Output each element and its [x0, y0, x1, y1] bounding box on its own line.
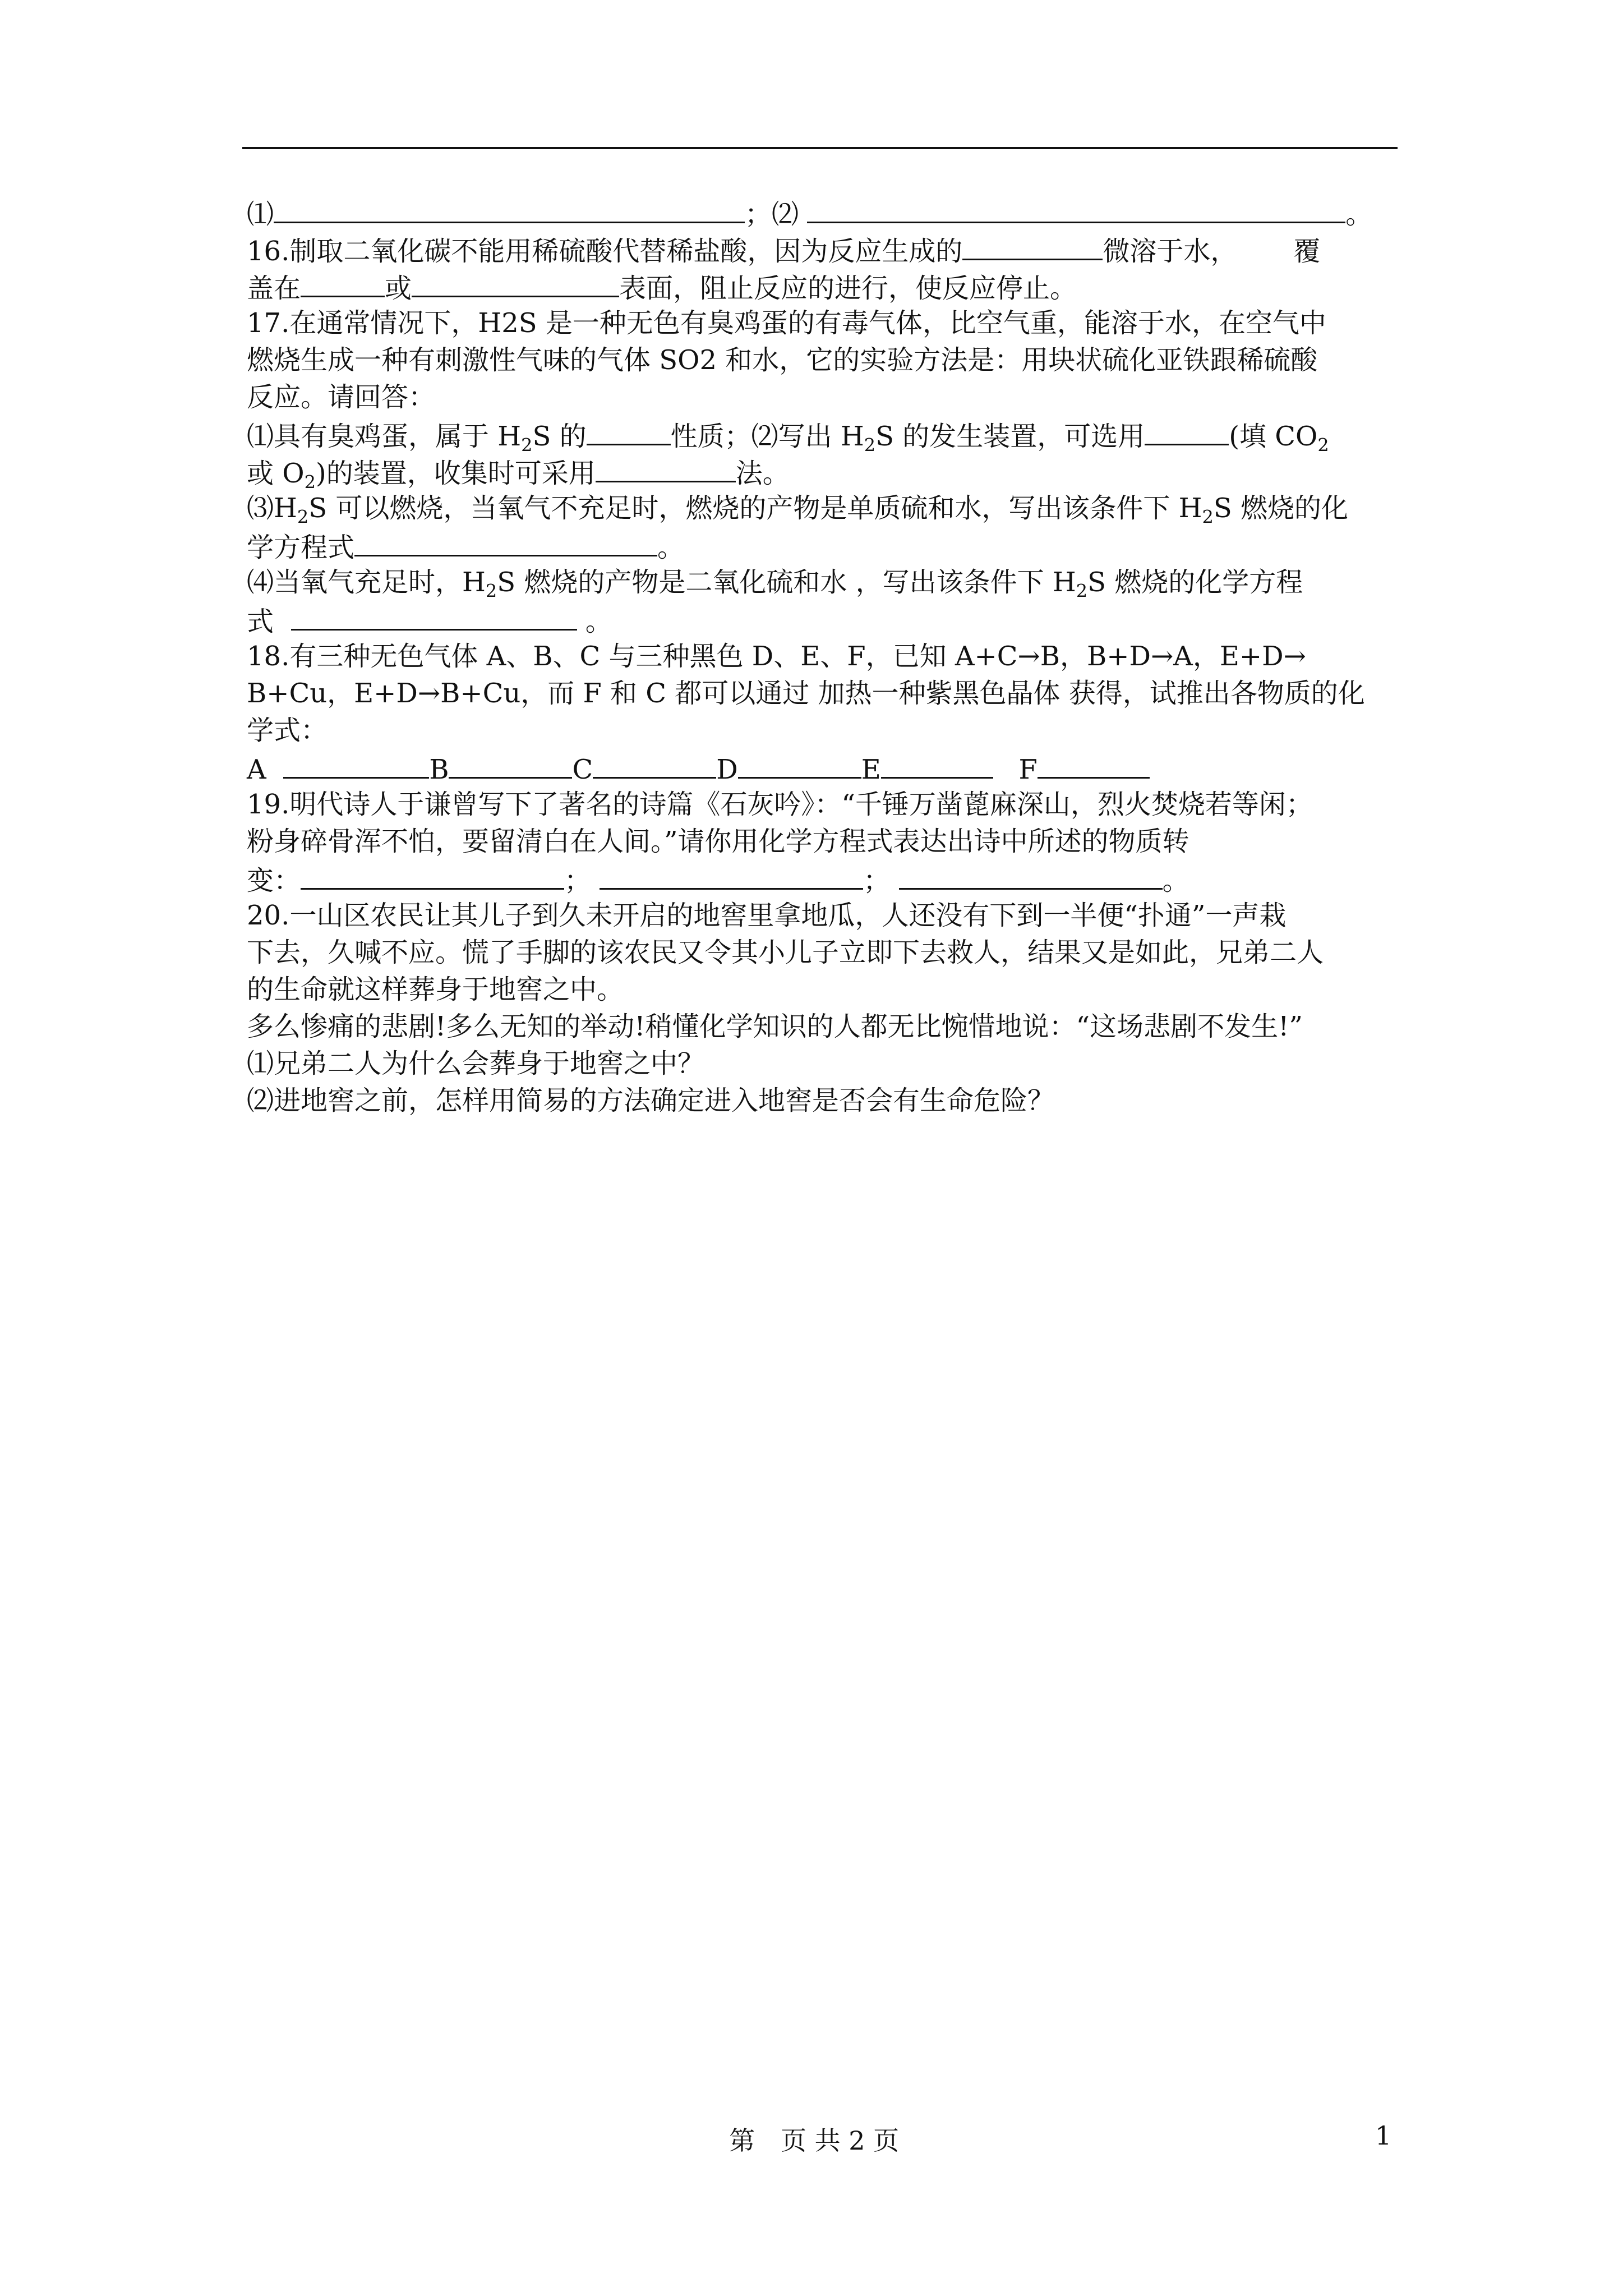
subscript-2: 2	[1202, 506, 1214, 528]
q20-line-1: 20.一山区农民让其儿子到久未开启的地窖里拿地瓜，人还没有下到一半便“扑通”一声栽	[247, 900, 1287, 931]
q17-s1-text-e: (填 CO	[1229, 421, 1318, 452]
q17-s2-text-c: 法。	[735, 458, 790, 489]
q18-blank-c[interactable]	[593, 749, 716, 779]
q15-blank-1[interactable]	[274, 194, 745, 223]
page-number: 1	[1375, 2120, 1392, 2151]
subscript-2: 2	[864, 434, 876, 456]
q18-label-f: F	[1018, 754, 1038, 785]
subscript-2: 2	[521, 434, 533, 456]
q19-text-a: 变：	[247, 865, 301, 896]
q16-line-2	[247, 268, 1402, 305]
q18-line-2: B+Cu，E+D→B+Cu，而 F 和 C 都可以通过 加热一种紫黑色晶体 获得，试推出各物质的化	[247, 678, 1365, 709]
q19-line-1: 19.明代诗人于谦曾写下了著名的诗篇《石灰吟》：“千锤万凿蓖麻深山，烈火焚烧若等闲；	[247, 789, 1313, 820]
q20-line-5: ⑴兄弟二人为什么会葬身于地窖之中？	[247, 1048, 705, 1079]
q17-line-1: 17.在通常情况下，H2S 是一种无色有臭鸡蛋的有毒气体，比空气重，能溶于水，在空气中	[247, 307, 1326, 339]
q17-s2-text-b: )的装置，收集时可采用	[315, 458, 596, 489]
q17-s4-text-d: 式	[247, 606, 274, 637]
subscript-2: 2	[1076, 580, 1088, 602]
q16-blank-2[interactable]	[301, 268, 385, 297]
q18-label-b: B	[429, 754, 449, 785]
q20-line-2: 下去，久喊不应。慌了手脚的该农民又令其小儿子立即下去救人，结果又是如此，兄弟二人	[247, 937, 1324, 968]
q16-line-1	[247, 231, 1402, 268]
q16-text-c: 覆	[1293, 236, 1321, 267]
q15-blank-2[interactable]	[807, 194, 1345, 223]
q17-sub3-line-2	[247, 527, 1402, 564]
q17-s4-text-a: ⑷当氧气充足时，H	[247, 567, 486, 598]
q18-blank-f[interactable]	[1038, 749, 1150, 779]
q17-s4-text-e: 。	[585, 606, 612, 637]
q15-label-1: ⑴	[247, 199, 274, 230]
q16-text-e: 或	[385, 273, 412, 304]
q17-s3-text-d: 学方程式	[247, 532, 355, 563]
q18-label-e: E	[861, 754, 881, 785]
q16-text-d: 盖在	[247, 273, 301, 304]
q17-sub3-line-1	[247, 490, 1402, 527]
q17-blank-property[interactable]	[587, 416, 671, 445]
q17-sub4-line-2	[247, 601, 1402, 638]
q17-blank-apparatus[interactable]	[1145, 416, 1229, 445]
q19-end: 。	[1162, 865, 1189, 896]
subscript-2: 2	[304, 471, 316, 493]
q17-s2-text-a: 或 O	[247, 458, 305, 489]
q17-blank-equation-1[interactable]	[354, 527, 657, 556]
exam-content	[247, 194, 1402, 1119]
q20-line-6: ⑵进地窖之前，怎样用简易的方法确定进入地窖是否会有生命危险？	[247, 1085, 1055, 1116]
q17-s3-text-c: S 燃烧的化	[1213, 493, 1349, 524]
q18-label-a: A	[247, 754, 266, 785]
q16-text-b: 微溶于水，	[1103, 236, 1238, 267]
q16-text-a: 16.制取二氧化碳不能用稀硫酸代替稀盐酸，因为反应生成的	[247, 236, 963, 267]
q17-blank-equation-2[interactable]	[291, 601, 577, 631]
q19-line-2: 粉身碎骨浑不怕，要留清白在人间。”请你用化学方程式表达出诗中所述的物质转	[247, 826, 1189, 857]
q16-blank-3[interactable]	[412, 268, 619, 297]
q17-s3-text-e: 。	[657, 532, 685, 563]
q19-blank-3[interactable]	[899, 860, 1163, 890]
q17-s4-text-b: S 燃烧的产物是二氧化硫和水 ，写出该条件下 H	[497, 567, 1076, 598]
q15-end: 。	[1345, 199, 1373, 230]
q17-s3-text-b: S 可以燃烧，当氧气不充足时，燃烧的产物是单质硫和水，写出该条件下 H	[308, 493, 1202, 524]
q17-s1-text-a: ⑴具有臭鸡蛋，属于 H	[247, 421, 522, 452]
q17-sub4-line-1	[247, 564, 1402, 601]
q17-line-2: 燃烧生成一种有刺激性气味的气体 SO2 和水，它的实验方法是：用块状硫化亚铁跟稀硫酸	[247, 344, 1318, 376]
q18-blank-a[interactable]	[283, 749, 429, 779]
q17-sub2-line	[247, 453, 1402, 493]
q17-line-3: 反应。请回答：	[247, 381, 436, 413]
q18-label-c: C	[572, 754, 593, 785]
q16-blank-1[interactable]	[962, 231, 1103, 260]
subscript-2: 2	[297, 506, 309, 528]
q19-line-3	[247, 860, 1402, 897]
q16-text-f: 表面，阻止反应的进行，使反应停止。	[619, 273, 1077, 304]
q18-line-1: 18.有三种无色气体 A、B、C 与三种黑色 D、E、F，已知 A+C→B，B+D→A，E+D→	[247, 641, 1306, 672]
q17-s1-text-d: S 的发生装置，可选用	[875, 421, 1145, 452]
q20-line-4: 多么惨痛的悲剧!多么无知的举动!稍懂化学知识的人都无比惋惜地说：“这场悲剧不发生!”	[247, 1011, 1303, 1042]
q17-s1-text-b: S 的	[532, 421, 587, 452]
q17-s3-text-a: ⑶H	[247, 493, 297, 524]
q20-line-3: 的生命就这样葬身于地窖之中。	[247, 974, 624, 1005]
q18-line-3: 学式：	[247, 715, 328, 746]
q15-answer-line	[247, 194, 1402, 231]
q17-sub1-line	[247, 416, 1402, 456]
q18-label-d: D	[716, 754, 738, 785]
q17-s1-text-c: 性质；⑵写出 H	[670, 421, 864, 452]
q19-sep-2: ；	[863, 865, 891, 896]
q18-answer-line	[247, 749, 1402, 786]
q18-blank-b[interactable]	[449, 749, 572, 779]
subscript-2: 2	[1317, 434, 1329, 456]
q19-blank-1[interactable]	[301, 860, 564, 890]
q18-blank-d[interactable]	[738, 749, 861, 779]
page-footer: 第 页 共 2 页	[729, 2125, 900, 2156]
q19-sep-1: ；	[564, 865, 592, 896]
header-rule	[242, 147, 1398, 149]
subscript-2: 2	[485, 580, 497, 602]
q17-blank-collection[interactable]	[596, 453, 736, 482]
q15-label-2: ；⑵	[745, 199, 799, 230]
q17-s4-text-c: S 燃烧的化学方程	[1087, 567, 1303, 598]
q19-blank-2[interactable]	[600, 860, 863, 890]
q18-blank-e[interactable]	[881, 749, 993, 779]
